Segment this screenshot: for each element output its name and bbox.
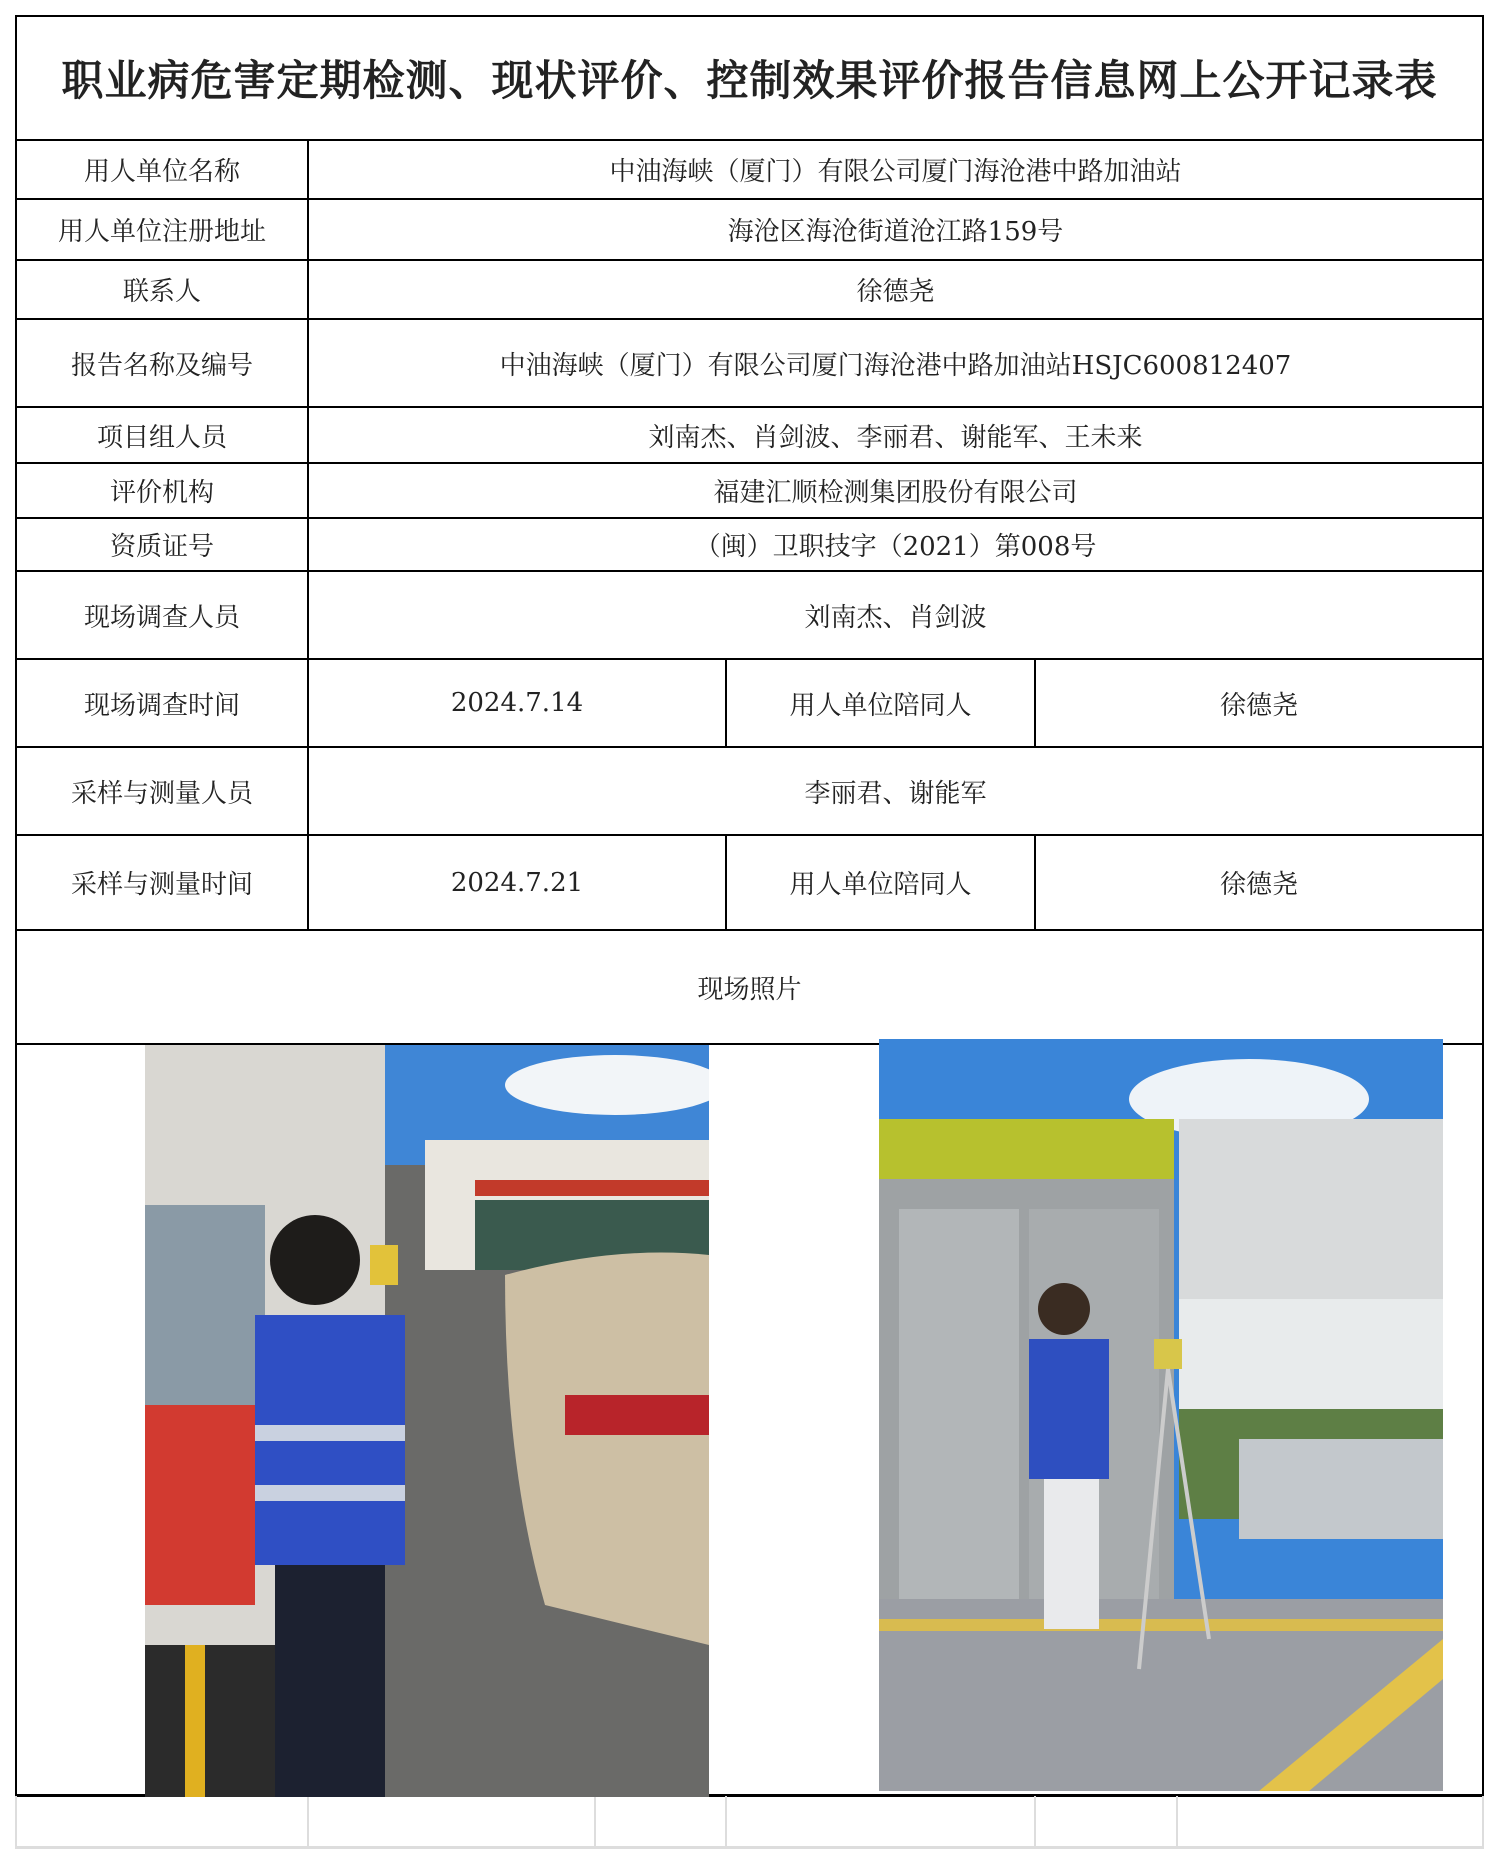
survey-staff-value: 刘南杰、肖剑波 [804, 602, 987, 633]
report-value: 中油海峡（厦门）有限公司厦门海沧港中路加油站HSJC600812407 [499, 350, 1292, 381]
sampling-staff-value: 李丽君、谢能军 [804, 778, 987, 809]
survey-staff-label: 现场调查人员 [83, 602, 240, 633]
grid-line [594, 1796, 596, 1848]
sampling-escort-value: 徐德尧 [1219, 870, 1298, 900]
contact-value: 徐德尧 [856, 277, 935, 307]
photos-label: 现场照片 [697, 974, 802, 1005]
report-label: 报告名称及编号 [70, 350, 253, 381]
team-label: 项目组人员 [96, 422, 227, 453]
grid-line [1482, 1796, 1484, 1848]
sampling-time-value: 2024.7.21 [450, 867, 584, 898]
border-right [1482, 15, 1484, 1796]
grid-line [1176, 1796, 1178, 1848]
survey-time-label: 现场调查时间 [83, 690, 240, 721]
grid-line [15, 1796, 17, 1848]
grid-line [725, 1796, 727, 1848]
contact-label: 联系人 [122, 277, 201, 307]
cert-label: 资质证号 [109, 532, 214, 562]
sampling-escort-label: 用人单位陪同人 [789, 870, 972, 900]
agency-value: 福建汇顺检测集团股份有限公司 [713, 478, 1078, 508]
sampling-staff-label: 采样与测量人员 [70, 778, 253, 809]
employer-name-value: 中油海峡（厦门）有限公司厦门海沧港中路加油站 [609, 157, 1182, 187]
survey-escort-label: 用人单位陪同人 [789, 690, 972, 721]
cert-value: （闽）卫职技字（2021）第008号 [694, 532, 1097, 562]
site-photo-refuelling [145, 1045, 709, 1797]
survey-time-value: 2024.7.14 [450, 688, 584, 718]
agency-label: 评价机构 [109, 478, 214, 508]
survey-escort-value: 徐德尧 [1219, 690, 1298, 721]
grid-line [1034, 1796, 1036, 1848]
sampling-time-label: 采样与测量时间 [70, 870, 253, 900]
page-title: 职业病危害定期检测、现状评价、控制效果评价报告信息网上公开记录表 [61, 56, 1438, 105]
grid-line [15, 1846, 1484, 1849]
employer-name-label: 用人单位名称 [83, 157, 240, 187]
team-value: 刘南杰、肖剑波、李丽君、谢能军、王未来 [648, 422, 1143, 453]
site-photo-measurement [879, 1039, 1443, 1791]
employer-address-label: 用人单位注册地址 [57, 217, 266, 247]
grid-line [307, 1796, 309, 1848]
employer-address-value: 海沧区海沧街道沧江路159号 [727, 217, 1064, 247]
